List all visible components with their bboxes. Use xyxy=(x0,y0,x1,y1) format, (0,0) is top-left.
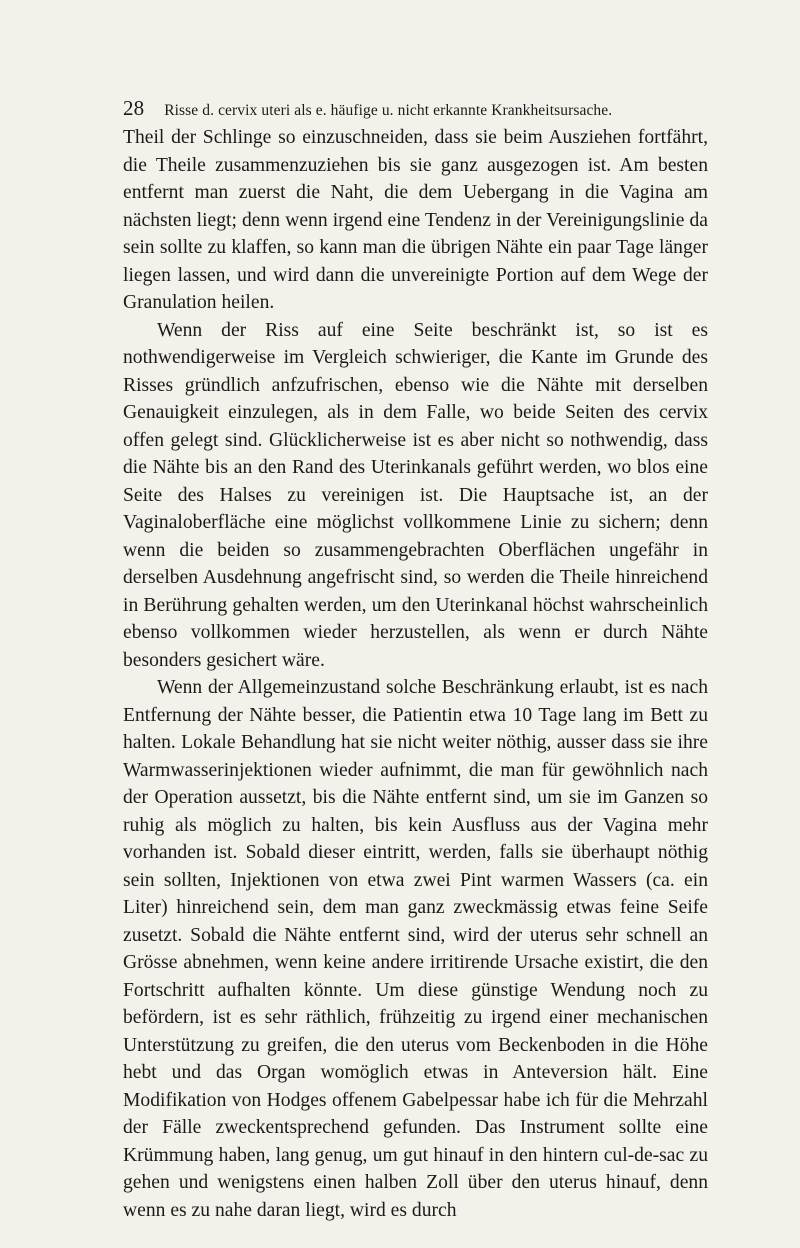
paragraph-1: Theil der Schlinge so einzuschneiden, dass sie beim Ausziehen fortfährt, die Theile zusammenzuziehen bis sie ganz ausgezogen ist. Am besten entfernt man zuerst die Naht, die dem Uebergang in die Vagina am nächsten liegt; denn wenn irgend eine Tendenz in der Vereinigungslinie da sein sollte zu klaffen, so kann man die übrigen Nähte ein paar Tage länger liegen lassen, und wird dann die unvereinigte Portion auf dem Wege der Granulation heilen. xyxy=(123,127,708,313)
page-header xyxy=(123,96,708,122)
body-text xyxy=(123,124,708,1224)
paragraph-2: Wenn der Riss auf eine Seite beschränkt ist, so ist es nothwendigerweise im Vergleich schwieriger, die Kante im Grunde des Risses gründlich anfzufrischen, ebenso wie die Nähte mit derselben Genauigkeit einzulegen, als in dem Falle, wo beide Seiten des cervix offen gelegt sind. Glücklicherweise ist es aber nicht so nothwendig, dass die Nähte bis an den Rand des Uterinkanals geführt werden, wo blos eine Seite des Halses zu vereinigen ist. Die Hauptsache ist, an der Vaginaloberfläche eine möglichst vollkommene Linie zu sichern; denn wenn die beiden so zusammengebrachten Oberflächen ungefähr in derselben Ausdehnung angefrischt sind, so werden die Theile hinreichend in Berührung gehalten werden, um den Uterinkanal höchst wahrscheinlich ebenso vollkommen wieder herzustellen, als wenn er durch Nähte besonders gesichert wäre. xyxy=(123,319,708,671)
paragraph-3: Wenn der Allgemeinzustand solche Beschränkung erlaubt, ist es nach Entfernung der Nähte besser, die Patientin etwa 10 Tage lang im Bett zu halten. Lokale Behandlung hat sie nicht weiter nöthig, ausser dass sie ihre Warmwasserinjektionen wieder aufnimmt, die man für gewöhnlich nach der Operation aussetzt, bis die Nähte entfernt sind, um sie im Ganzen so ruhig als möglich zu halten, bis kein Ausfluss aus der Vagina mehr vorhanden ist. Sobald dieser eintritt, werden, falls sie überhaupt nöthig sein sollten, Injektionen von etwa zwei Pint warmen Wassers (ca. ein Liter) hinreichend sein, dem man ganz zweckmässig etwas feine Seife zusetzt. Sobald die Nähte entfernt sind, wird der uterus sehr schnell an Grösse abnehmen, wenn keine andere irritirende Ursache existirt, die den Fortschritt aufhalten könnte. Um diese günstige Wendung noch zu befördern, ist es sehr räthlich, frühzeitig zu irgend einer mechanischen Unterstützung zu greifen, die den uterus vom Beckenboden in die Höhe hebt und das Organ womöglich etwas in Anteversion hält. Eine Modifikation von Hodges offenem Gabelpessar habe ich für die Mehrzahl der Fälle zweckentsprechend gefunden. Das Instrument sollte eine Krümmung haben, lang genug, um gut hinauf in den hintern cul-de-sac zu gehen und wenigstens einen halben Zoll über den uterus hinauf, denn wenn es zu nahe daran liegt, wird es durch xyxy=(123,677,708,1221)
page-number: 28 xyxy=(123,96,145,120)
running-title: Risse d. cervix uteri als e. häufige u. nicht erkannte Krankheitsursache. xyxy=(164,102,613,119)
